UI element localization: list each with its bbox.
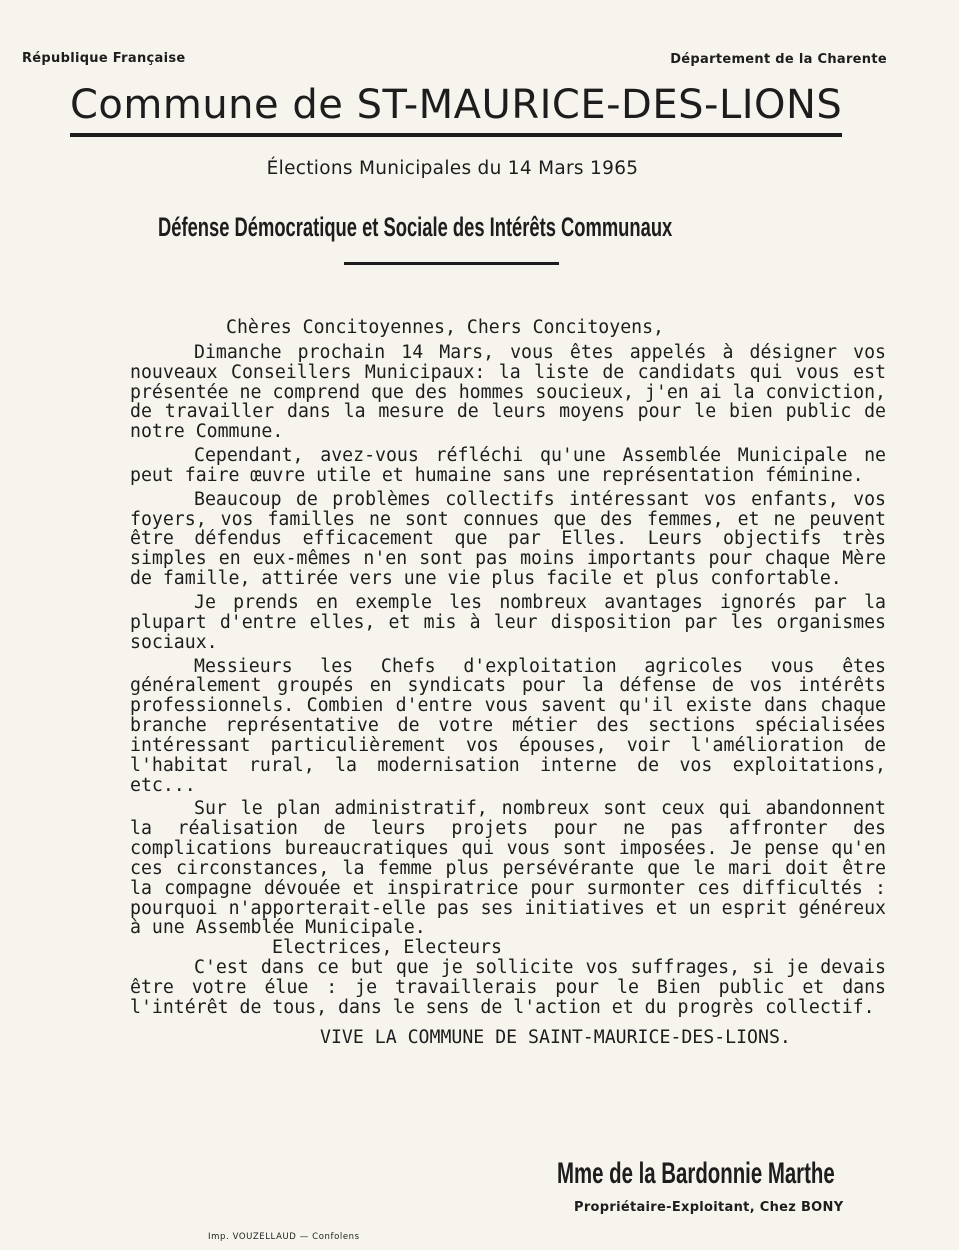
defense-heading-wrap [158, 212, 858, 243]
letter-body [130, 318, 886, 1048]
elections-subtitle: Élections Municipales du 14 Mars 1965 [266, 158, 639, 179]
electrices-line: Electrices, Electeurs [272, 937, 502, 959]
header-republique: République Française [22, 51, 186, 66]
signature-wrap [557, 1157, 959, 1191]
printer-imprint: Imp. VOUZELLAUD — Confolens [208, 1232, 360, 1242]
paragraph-4: Je prends en exemple les nombreux avantages ignorés par la plupart d'entre elles, et mis à leur disposition par les organismes sociaux. [130, 591, 886, 653]
final-paragraph: C'est dans ce but que je sollicite vos suffrages, si je devais être votre élue : je travaillerais pour le Bien public et dans l'intérêt de tous, dans le sens de l'action et du progrès collectif. [130, 957, 886, 1018]
commune-title: Commune de ST-MAURICE-DES-LIONS [70, 82, 843, 128]
paragraph-3: Beaucoup de problèmes collectifs intéressant vos enfants, vos foyers, vos familles ne sont connues que des femmes, et ne peuvent être défendus efficacement que par Elles. Leurs objectifs très simples en eux-mêmes n'en sont pas moins importants pour chaque Mère de famille, attirée vers une vie plus facile et plus confortable. [130, 488, 886, 590]
paragraph-2: Cependant, avez-vous réfléchi qu'une Assemblée Municipale ne peut faire œuvre utile et humaine sans une représentation féminine. [130, 445, 886, 486]
vive-line: VIVE LA COMMUNE DE SAINT-MAURICE-DES-LIONS. [320, 1026, 791, 1048]
header-departement: Département de la Charente [670, 52, 887, 67]
paragraph-1: Dimanche prochain 14 Mars, vous êtes appelés à désigner vos nouveaux Conseillers Municipaux: la liste de candidats qui vous est présentée ne comprend que des hommes soucieux, j'en ai la conviction, de travailler dans la mesure de leurs moyens pour le bien public de notre Commune. [130, 341, 886, 443]
signature-title: Propriétaire-Exploitant, Chez BONY [574, 1200, 844, 1215]
signature-name: Mme de la Bardonnie Marthe [557, 1157, 835, 1190]
defense-heading: Défense Démocratique et Sociale des Intérêts Communaux [158, 212, 673, 242]
heading-underline [344, 262, 559, 265]
paragraph-5: Messieurs les Chefs d'exploitation agricoles vous êtes généralement groupés en syndicats pour la défense de vos intérêts professionnels. Combien d'entre vous savent qu'il existe dans chaque branche représentative de votre métier des sections spécialisées intéressant particulièrement vos épouses, voir l'amélioration de l'habitat rural, la modernisation interne de vos exploitations, etc... [130, 655, 886, 796]
salutation: Chères Concitoyennes, Chers Concitoyens, [226, 317, 664, 338]
paragraph-6: Sur le plan administratif, nombreux sont ceux qui abandonnent la réalisation de leurs projets pour ne pas affronter des complications bureaucratiques qui vous sont imposées. Je pense qu'en ces circonstances, la femme plus persévérante que le mari doit être la compagne dévouée et inspiratrice pour surmonter ces difficultés : pourquoi n'apporterait-elle pas ses initiatives et un esprit généreux à une Assemblée Municipale. [130, 798, 886, 939]
title-underline [70, 133, 842, 137]
